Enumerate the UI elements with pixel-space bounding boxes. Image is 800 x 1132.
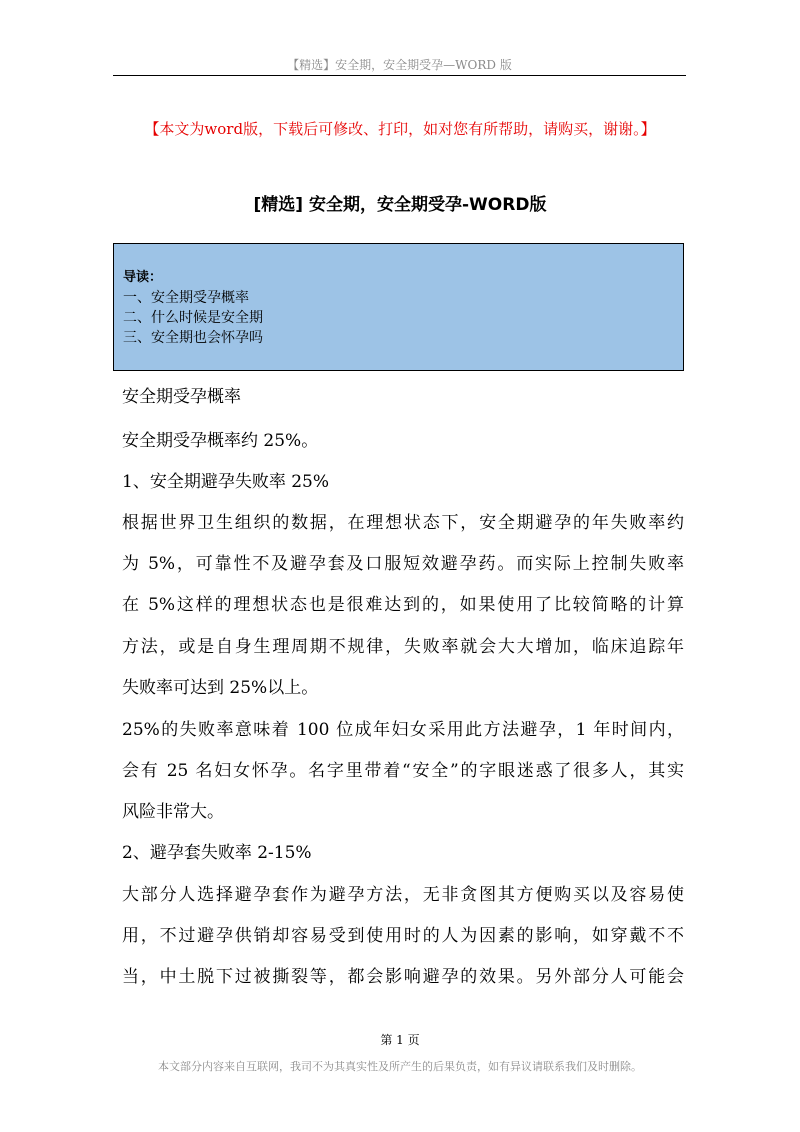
header-rule — [113, 75, 686, 76]
paragraph-line: 会有 25 名妇女怀孕。名字里带着“安全”的字眼迷惑了很多人，其实 — [122, 761, 684, 781]
guide-label: 导读： — [123, 270, 163, 285]
guide-item: 三、安全期也会怀孕吗 — [123, 330, 263, 346]
footer-disclaimer: 本文部分内容来自互联网，我司不为其真实性及所产生的后果负责，如有异议请联系我们及时删除。 — [158, 1060, 642, 1073]
guide-box — [113, 243, 684, 371]
section-heading: 安全期受孕概率 — [122, 387, 241, 407]
guide-item: 二、什么时候是安全期 — [123, 310, 263, 326]
paragraph-line: 在 5%这样的理想状态也是很难达到的，如果使用了比较简略的计算 — [122, 595, 684, 615]
word-version-notice: 【本文为word版，下载后可修改、打印，如对您有所帮助，请购买，谢谢。】 — [144, 120, 656, 138]
paragraph-line: 当，中土脱下过被撕裂等，都会影响避孕的效果。另外部分人可能会 — [122, 967, 684, 987]
paragraph-line: 方法，或是自身生理周期不规律，失败率就会大大增加，临床追踪年 — [122, 637, 684, 657]
paragraph-line: 根据世界卫生组织的数据，在理想状态下，安全期避孕的年失败率约 — [122, 513, 684, 533]
page-number: 第 1 页 — [380, 1033, 420, 1047]
paragraph: 安全期受孕概率约 25%。 — [122, 431, 319, 451]
paragraph-line: 风险非常大。 — [122, 802, 224, 822]
running-header: 【精选】安全期，安全期受孕—WORD 版 — [287, 58, 512, 72]
paragraph-line: 为 5%，可靠性不及避孕套及口服短效避孕药。而实际上控制失败率 — [122, 554, 684, 574]
paragraph-line: 大部分人选择避孕套作为避孕方法，无非贪图其方便购买以及容易使 — [122, 885, 684, 905]
document-title: [精选] 安全期，安全期受孕-WORD版 — [253, 195, 547, 215]
paragraph-line: 失败率可达到 25%以上。 — [122, 678, 319, 698]
paragraph-line: 25%的失败率意味着 100 位成年妇女采用此方法避孕，1 年时间内， — [122, 720, 684, 740]
paragraph-line: 用，不过避孕供销却容易受到使用时的人为因素的影响，如穿戴不不 — [122, 926, 684, 946]
subheading: 2、避孕套失败率 2-15% — [122, 843, 312, 863]
guide-item: 一、安全期受孕概率 — [123, 290, 249, 306]
subheading: 1、安全期避孕失败率 25% — [122, 472, 330, 492]
